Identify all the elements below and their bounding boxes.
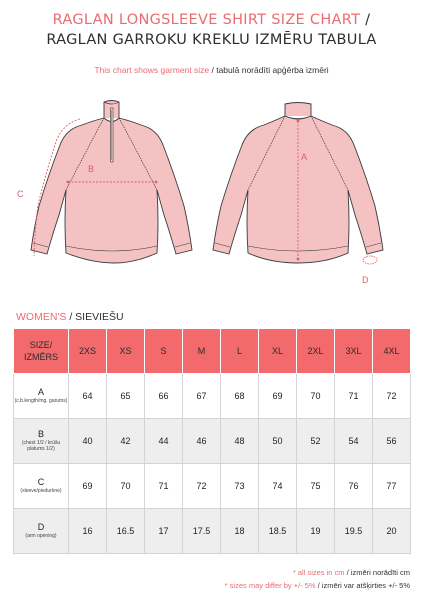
size-header: S xyxy=(145,329,183,374)
measurement-cell: 70 xyxy=(107,464,145,509)
size-header: L xyxy=(221,329,259,374)
footnote-2 xyxy=(225,579,410,592)
measurement-cell: 69 xyxy=(259,374,297,419)
measurement-cell: 68 xyxy=(221,374,259,419)
measurement-description: (chest 1/2 / krūšu platums 1/2) xyxy=(21,440,61,452)
size-header: 2XS xyxy=(69,329,107,374)
footnote-1-latvian: / izmēri norādīti cm xyxy=(344,568,410,577)
measurement-cell: 56 xyxy=(373,419,411,464)
footnote-2-english: * sizes may differ by +/- 5% xyxy=(224,581,316,590)
size-table xyxy=(13,328,411,554)
measurement-cell: 19.5 xyxy=(335,509,373,554)
measurement-label xyxy=(14,464,69,509)
measurement-cell: 73 xyxy=(221,464,259,509)
label-a: A xyxy=(301,152,308,162)
measurement-cell: 66 xyxy=(145,374,183,419)
footnotes xyxy=(225,566,410,592)
size-header: XS xyxy=(107,329,145,374)
corner-line-1: SIZE/ xyxy=(29,340,53,350)
measurement-cell: 48 xyxy=(221,419,259,464)
size-header: 4XL xyxy=(373,329,411,374)
measurement-cell: 77 xyxy=(373,464,411,509)
measurement-cell: 16 xyxy=(69,509,107,554)
measurement-letter: A xyxy=(37,387,44,397)
measurement-cell: 17.5 xyxy=(183,509,221,554)
measurement-cell: 44 xyxy=(145,419,183,464)
subtitle xyxy=(0,65,423,75)
measurement-label xyxy=(14,374,69,419)
measurement-cell: 71 xyxy=(145,464,183,509)
title-line-1 xyxy=(0,10,423,30)
size-header: XL xyxy=(259,329,297,374)
measurement-cell: 17 xyxy=(145,509,183,554)
measurement-description: (sleeve/piedurkne) xyxy=(20,488,62,494)
measurement-row xyxy=(14,419,411,464)
measurement-label xyxy=(14,419,69,464)
corner-line-2: IZMĒRS xyxy=(23,352,58,362)
measurement-cell: 42 xyxy=(107,419,145,464)
measurement-cell: 19 xyxy=(297,509,335,554)
size-header-corner xyxy=(14,329,69,374)
section-label xyxy=(16,311,124,323)
measurement-cell: 40 xyxy=(69,419,107,464)
measurement-cell: 71 xyxy=(335,374,373,419)
measurement-cell: 67 xyxy=(183,374,221,419)
measurement-cell: 20 xyxy=(373,509,411,554)
measurement-cell: 46 xyxy=(183,419,221,464)
size-header: 2XL xyxy=(297,329,335,374)
footnote-1 xyxy=(225,566,410,579)
section-label-latvian: / SIEVIEŠU xyxy=(66,311,124,323)
title-slash: / xyxy=(360,12,371,28)
measurement-row xyxy=(14,509,411,554)
subtitle-english: This chart shows garment size xyxy=(94,65,210,75)
section-label-english: WOMEN'S xyxy=(16,311,67,323)
measurement-cell: 74 xyxy=(259,464,297,509)
measurement-cell: 72 xyxy=(373,374,411,419)
measurement-cell: 72 xyxy=(183,464,221,509)
title-latvian: RAGLAN GARROKU KREKLU IZMĒRU TABULA xyxy=(46,32,377,48)
measurement-letter: C xyxy=(37,477,45,487)
measurement-cell: 18 xyxy=(221,509,259,554)
shirt-back-illustration xyxy=(213,103,383,264)
measurement-description: (c.b.length/mg. garums) xyxy=(14,398,68,404)
measurement-cell: 70 xyxy=(297,374,335,419)
label-d: D xyxy=(362,275,369,285)
measurement-row xyxy=(14,374,411,419)
measurement-cell: 18.5 xyxy=(259,509,297,554)
measurement-letter: B xyxy=(37,429,44,439)
measurement-cell: 16.5 xyxy=(107,509,145,554)
measurement-cell: 52 xyxy=(297,419,335,464)
measurement-letter: D xyxy=(37,522,45,532)
measure-d xyxy=(362,256,377,285)
measurement-label xyxy=(14,509,69,554)
title-english: RAGLAN LONGSLEEVE SHIRT SIZE CHART xyxy=(52,12,361,28)
measurement-cell: 64 xyxy=(69,374,107,419)
garment-figures xyxy=(0,88,423,298)
footnote-2-latvian: / izmēri var atšķirties +/- 5% xyxy=(315,581,410,590)
measurement-cell: 54 xyxy=(335,419,373,464)
measurement-row xyxy=(14,464,411,509)
measurement-description: (arm opening) xyxy=(25,533,57,539)
measurement-cell: 65 xyxy=(107,374,145,419)
footnote-1-english: * all sizes in cm xyxy=(292,568,345,577)
size-header: M xyxy=(183,329,221,374)
title-block xyxy=(0,10,423,50)
label-b: B xyxy=(88,164,95,174)
measurement-cell: 75 xyxy=(297,464,335,509)
size-header-row xyxy=(14,329,411,374)
measurement-cell: 76 xyxy=(335,464,373,509)
size-header: 3XL xyxy=(335,329,373,374)
measurement-cell: 50 xyxy=(259,419,297,464)
subtitle-latvian: / tabulā norādīti apģērba izmēri xyxy=(209,65,329,75)
label-c: C xyxy=(17,189,24,199)
measurement-cell: 69 xyxy=(69,464,107,509)
